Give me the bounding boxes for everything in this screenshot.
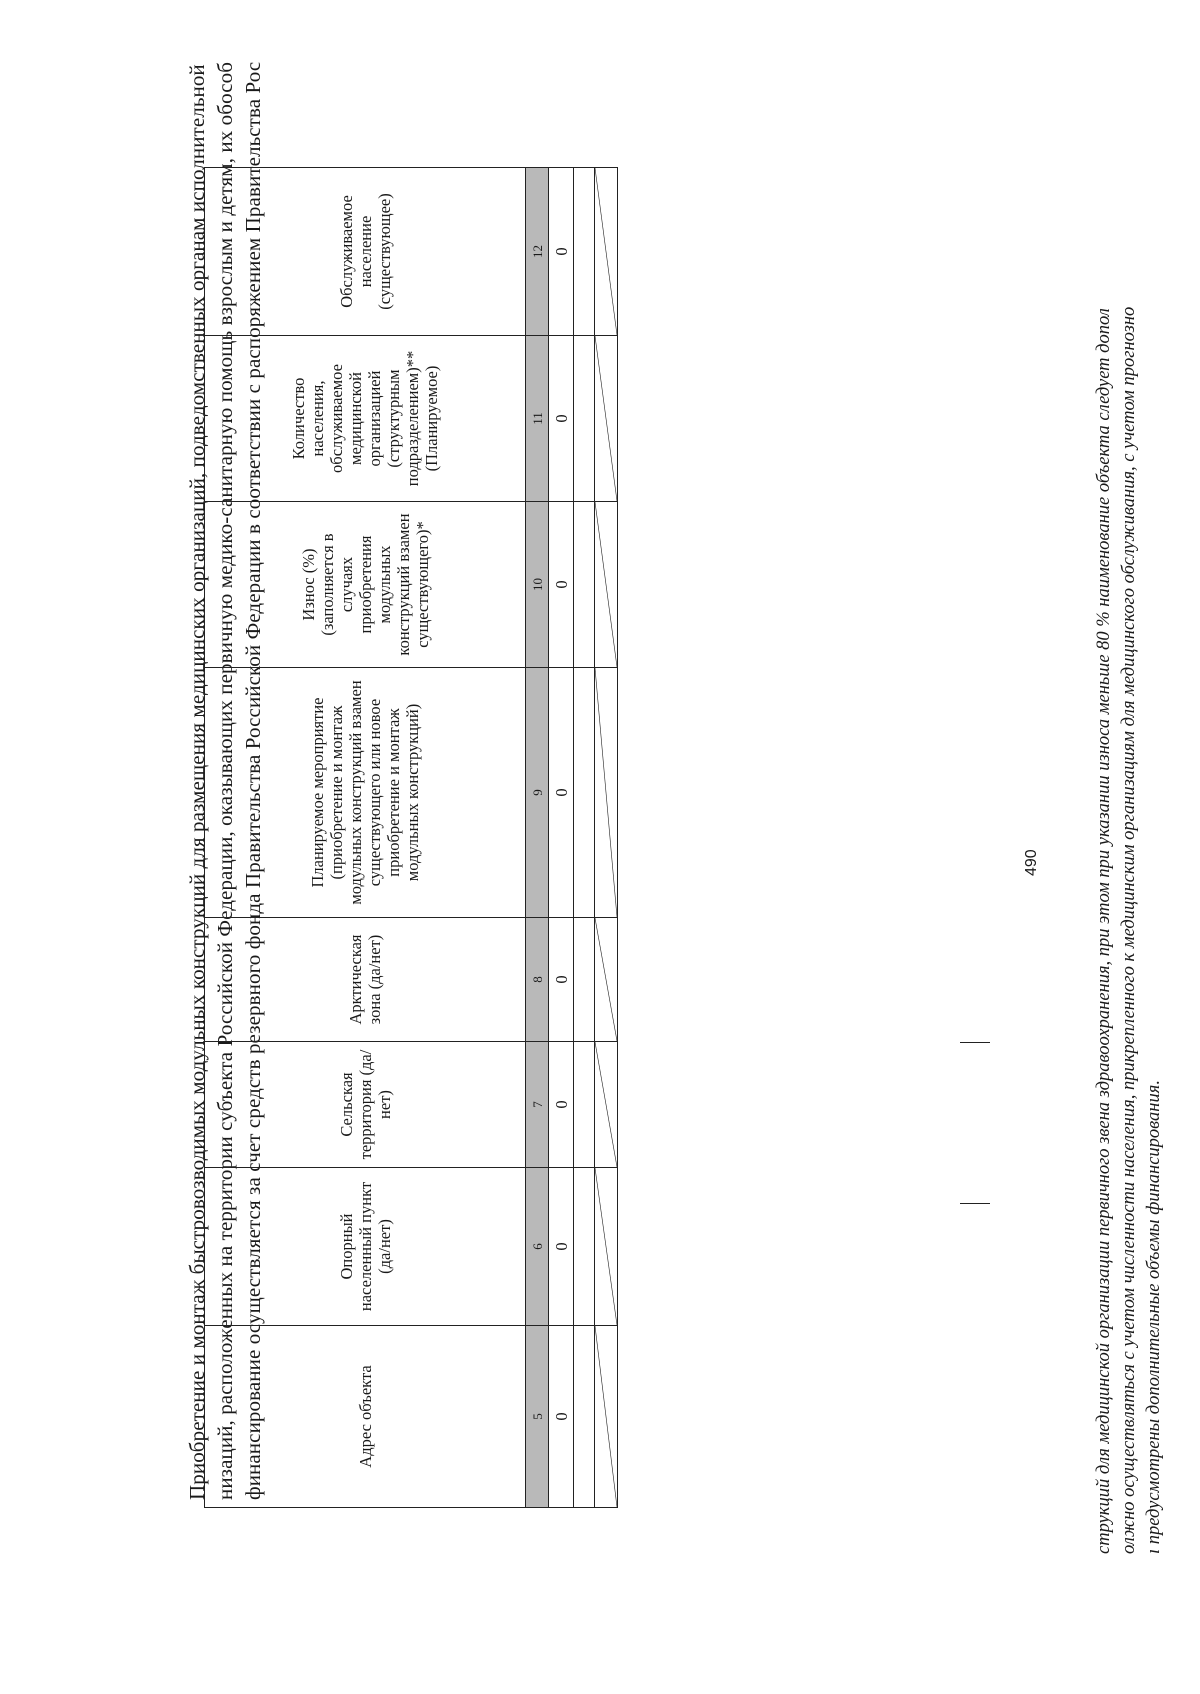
column-header: Сельская территория (да/нет) (205, 1042, 526, 1168)
objects-table (204, 167, 618, 1508)
header-line-1: Приобретение и монтаж быстровозводимых модульных конструкций для размещения медицинских организаций, подведомственных органам исполнительной (185, 64, 209, 1500)
footnote-line-2: олжно осуществляться с учетом численности населения, прикрепленного к медицинским организациям для медицинского обслуживания, с учетом прогнозно (1119, 306, 1139, 1554)
struck-cell (595, 918, 618, 1042)
empty-cell (574, 336, 595, 502)
column-number: 9 (526, 668, 549, 918)
column-header: Арктическая зона (да/нет) (205, 918, 526, 1042)
table-header-row (205, 168, 526, 1508)
table-cell: 0 (549, 1168, 574, 1326)
empty-cell (574, 168, 595, 336)
table-row (549, 168, 574, 1508)
column-number: 7 (526, 1042, 549, 1168)
strike-line (595, 1326, 617, 1507)
struck-row (595, 168, 618, 1508)
empty-row (574, 168, 595, 1508)
strike-line (595, 168, 617, 335)
header-line-3: финансирование осуществляется за счет средств резервного фонда Правительства Российской Федерации в соответствии с распоряжением Правительства Рос (241, 61, 265, 1500)
struck-cell (595, 668, 618, 918)
column-number: 10 (526, 502, 549, 668)
table-tail-box (960, 1042, 990, 1204)
column-number: 11 (526, 336, 549, 502)
column-header: Обслуживаемое население (существующее) (205, 168, 526, 336)
column-number: 8 (526, 918, 549, 1042)
struck-cell (595, 1326, 618, 1508)
footnote-line-3: ı предусмотрены дополнительные объемы финансирования. (1144, 1080, 1164, 1554)
empty-cell (574, 1168, 595, 1326)
empty-cell (574, 1326, 595, 1508)
table-cell: 0 (549, 1326, 574, 1508)
column-header: Количество населения, обслуживаемое медицинской организацией (структурным подразделением)** (Планируемое) (205, 336, 526, 502)
struck-cell (595, 502, 618, 668)
struck-cell (595, 1168, 618, 1326)
empty-cell (574, 502, 595, 668)
struck-cell (595, 1042, 618, 1168)
table-cell: 0 (549, 502, 574, 668)
strike-line (595, 1042, 617, 1167)
empty-cell (574, 668, 595, 918)
column-header: Опорный населенный пункт (да/нет) (205, 1168, 526, 1326)
strike-line (595, 668, 617, 917)
empty-cell (574, 918, 595, 1042)
empty-cell (574, 1042, 595, 1168)
strike-line (595, 336, 617, 501)
header-line-2: низаций, расположенных на территории субъекта Российской Федерации, оказывающих первичную медико-санитарную помощь взрослым и детям, их обособ (213, 62, 237, 1500)
table-cell: 0 (549, 336, 574, 502)
column-number-row (526, 168, 549, 1508)
strike-line (595, 502, 617, 667)
column-header: Планируемое мероприятие (приобретение и монтаж модульных конструкций взамен существующего или новое приобретение и монтаж модульных конструкций) (205, 668, 526, 918)
column-number: 12 (526, 168, 549, 336)
page-number: 490 (1023, 849, 1040, 876)
column-number: 5 (526, 1326, 549, 1508)
struck-cell (595, 168, 618, 336)
table-cell: 0 (549, 168, 574, 336)
struck-cell (595, 336, 618, 502)
column-header: Адрес объекта (205, 1326, 526, 1508)
table-cell: 0 (549, 918, 574, 1042)
strike-line (595, 918, 617, 1041)
table-cell: 0 (549, 668, 574, 918)
table-cell: 0 (549, 1042, 574, 1168)
column-number: 6 (526, 1168, 549, 1326)
footnote-line-1: струкций для медицинской организации первичного звена здравоохранения, при этом при указании износа меньше 80 % наименование объекта следует допол (1094, 308, 1114, 1554)
column-header: Износ (%) (заполняется в случаях приобретения модульных конструкций взамен существующего)* (205, 502, 526, 668)
strike-line (595, 1168, 617, 1325)
